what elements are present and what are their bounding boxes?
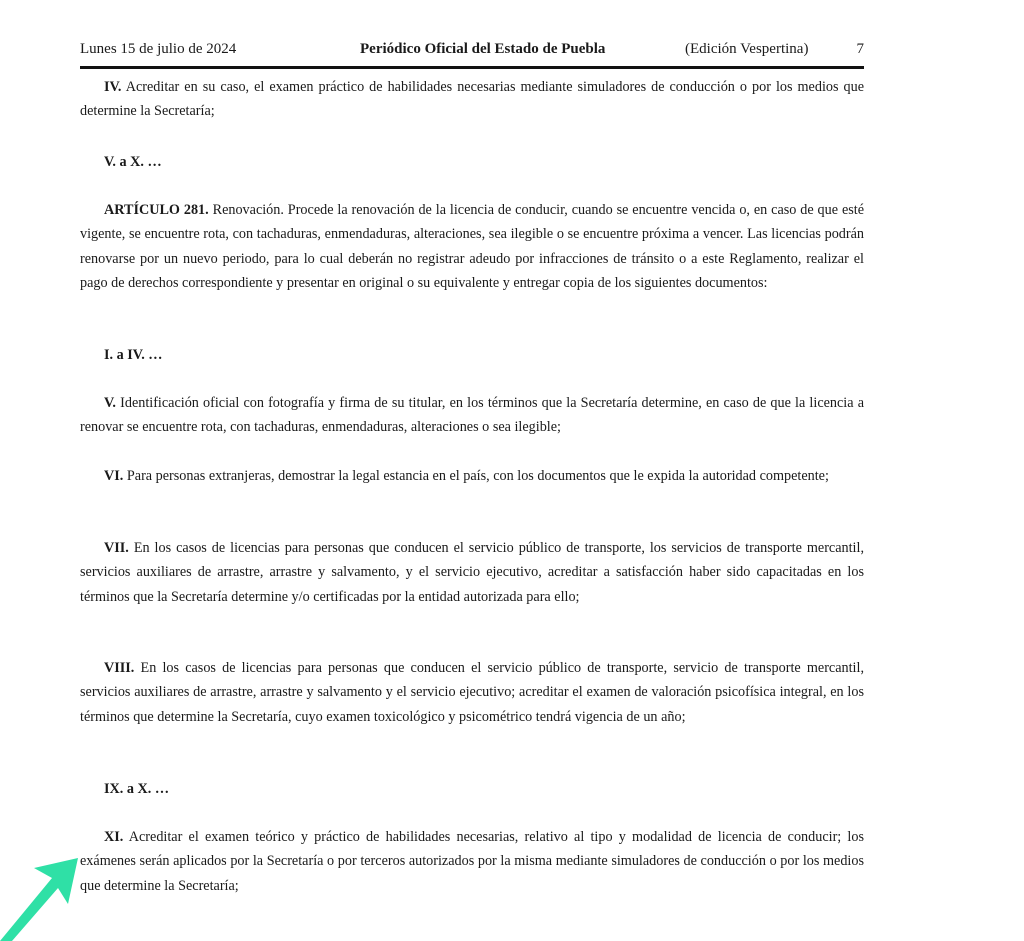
paragraph-vi: VI. Para personas extranjeras, demostrar la legal estancia en el país, con los documentos que le expida la autoridad competente;	[104, 468, 829, 484]
page-header	[80, 41, 864, 63]
paragraph-xi: XI. Acreditar el examen teórico y práctico de habilidades necesarias, relativo al tipo y modalidad de licencia de conducir; los exámenes serán aplicados por la Secretaría o por terceros autorizados por la misma mediante simuladores de conducción o por los medios que determine la Secretaría;	[80, 829, 864, 894]
article-281: ARTÍCULO 281. Renovación. Procede la renovación de la licencia de conducir, cuando se encuentre vencida o, en caso de que esté vigente, se encuentre rota, con tachaduras, enmendaduras, alteraciones, sea ilegible o se encuentre próxima a vencer. Las licencias podrán renovarse por un nuevo periodo, para lo cual deberán no registrar adeudo por infracciones de tránsito o a este Reglamento, realizar el pago de derechos correspondiente y presentar en original o su equivalente y entregar copia de los siguientes documentos:	[80, 202, 864, 292]
header-publication: Periódico Oficial del Estado de Puebla	[360, 41, 606, 57]
paragraph-vii: VII. En los casos de licencias para personas que conducen el servicio público de transporte, los servicios de transporte mercantil, servicios auxiliares de arrastre, arrastre y salvamento, y el servicio ejecutivo, acreditar a satisfacción haber sido capacitadas en los términos que la Secretaría determine y/o certificadas por la entidad autorizada para ello;	[80, 540, 864, 605]
paragraph-i-a-iv: I. a IV. …	[104, 347, 163, 363]
paragraph-ix-a-x: IX. a X. …	[104, 781, 170, 797]
paragraph-viii: VIII. En los casos de licencias para personas que conducen el servicio público de transporte, servicio de transporte mercantil, servicios auxiliares de arrastre, arrastre y salvamento y el servicio ejecutivo; acreditar el examen de valoración psicofísica integral, en los términos que determine la Secretaría, cuyo examen toxicológico y psicométrico tendrá vigencia de un año;	[80, 660, 864, 725]
paragraph-iv: IV. Acreditar en su caso, el examen práctico de habilidades necesarias mediante simuladores de conducción o por los medios que determine la Secretaría;	[80, 79, 864, 120]
paragraph-v-a-x: V. a X. …	[104, 154, 162, 170]
arrow-up-right-icon	[0, 840, 90, 941]
paragraph-v: V. Identificación oficial con fotografía y firma de su titular, en los términos que la Secretaría determine, en caso de que la licencia a renovar se encuentre rota, con tachaduras, enmendaduras, alteraciones o sea ilegible;	[80, 395, 864, 436]
header-rule	[80, 66, 864, 69]
header-edition: (Edición Vespertina)	[685, 41, 809, 57]
header-date: Lunes 15 de julio de 2024	[80, 41, 237, 57]
page-number: 7	[856, 41, 864, 57]
